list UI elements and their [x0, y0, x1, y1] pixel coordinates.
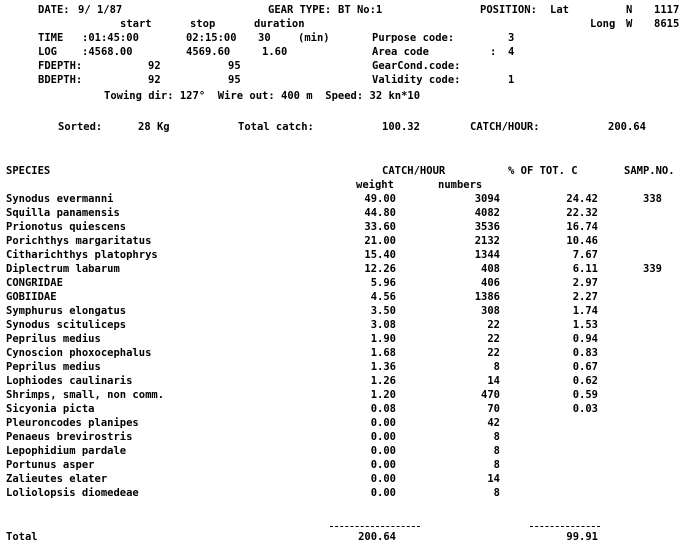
catch-numbers: 1386 [474, 291, 500, 303]
area-separator: : [490, 46, 497, 58]
catch-weight: 44.80 [364, 207, 396, 219]
percent-of-total: 0.67 [572, 361, 598, 373]
catch-numbers: 8 [493, 431, 500, 443]
catch-weight: 0.00 [370, 417, 396, 429]
fdepth-label: FDEPTH: [38, 60, 83, 72]
species-name: Zalieutes elater [6, 473, 108, 485]
sample-number: 339 [643, 263, 662, 275]
sample-number-column-header: SAMP.NO. [624, 165, 675, 177]
fdepth-stop: 95 [228, 60, 241, 72]
catch-hour-label: CATCH/HOUR: [470, 121, 540, 133]
log-start: :4568.00 [82, 46, 133, 58]
catch-hour-column-header: CATCH/HOUR [382, 165, 446, 177]
catch-numbers: 408 [481, 263, 500, 275]
total-catch-value: 100.32 [382, 121, 420, 133]
lat-label: Lat [550, 4, 569, 16]
time-label: TIME [38, 32, 64, 44]
catch-weight: 1.68 [370, 347, 396, 359]
catch-numbers: 14 [487, 375, 500, 387]
percent-of-total: 16.74 [566, 221, 598, 233]
total-pct: 99.91 [566, 531, 598, 543]
species-name: Synodus scituliceps [6, 319, 127, 331]
species-name: Sicyonia picta [6, 403, 95, 415]
catch-numbers: 70 [487, 403, 500, 415]
total-label: Total [6, 531, 38, 543]
percent-of-total: 0.03 [572, 403, 598, 415]
catch-weight: 49.00 [364, 193, 396, 205]
percent-of-total: 1.53 [572, 319, 598, 331]
catch-numbers: 308 [481, 305, 500, 317]
towing-line: Towing dir: 127° Wire out: 400 m Speed: 32 kn*10 [104, 90, 421, 102]
position-label: POSITION: [480, 4, 537, 16]
species-column-header: SPECIES [6, 165, 51, 177]
catch-numbers: 3536 [474, 221, 500, 233]
percent-of-total: 1.74 [572, 305, 598, 317]
species-name: Cynoscion phoxocephalus [6, 347, 152, 359]
catch-weight: 3.50 [370, 305, 396, 317]
species-name: GOBIIDAE [6, 291, 57, 303]
catch-weight: 1.26 [370, 375, 396, 387]
species-name: Prionotus quiescens [6, 221, 127, 233]
sample-number: 338 [643, 193, 662, 205]
catch-weight: 3.08 [370, 319, 396, 331]
species-name: Lepophidium pardale [6, 445, 127, 457]
catch-numbers: 22 [487, 319, 500, 331]
validity-value: 1 [508, 74, 515, 86]
bdepth-stop: 95 [228, 74, 241, 86]
catch-weight: 0.00 [370, 459, 396, 471]
fdepth-start: 92 [148, 60, 161, 72]
catch-weight: 0.00 [370, 473, 396, 485]
species-name: Pleuroncodes planipes [6, 417, 139, 429]
species-name: Penaeus brevirostris [6, 431, 133, 443]
catch-weight: 33.60 [364, 221, 396, 233]
catch-weight: 0.00 [370, 431, 396, 443]
species-name: Synodus evermanni [6, 193, 114, 205]
species-name: Loliolopsis diomedeae [6, 487, 139, 499]
weight-total-divider [330, 526, 420, 527]
pct-total-column-header: % OF TOT. C [508, 165, 578, 177]
long-label: Long [590, 18, 616, 30]
log-duration: 1.60 [262, 46, 288, 58]
catch-weight: 21.00 [364, 235, 396, 247]
long-value: 8615 [654, 18, 680, 30]
total-weight: 200.64 [358, 531, 396, 543]
percent-of-total: 0.83 [572, 347, 598, 359]
species-name: Squilla panamensis [6, 207, 120, 219]
catch-numbers: 3094 [474, 193, 500, 205]
catch-numbers: 22 [487, 333, 500, 345]
catch-hour-value: 200.64 [608, 121, 646, 133]
lat-value: 1117 [654, 4, 680, 16]
species-name: Porichthys margaritatus [6, 235, 152, 247]
time-start: :01:45:00 [82, 32, 139, 44]
catch-numbers: 8 [493, 361, 500, 373]
date-label: DATE: [38, 4, 70, 16]
percent-of-total: 24.42 [566, 193, 598, 205]
purpose-label: Purpose code: [372, 32, 455, 44]
log-label: LOG [38, 46, 57, 58]
species-name: Symphurus elongatus [6, 305, 127, 317]
species-name: Peprilus medius [6, 361, 101, 373]
catch-weight: 1.90 [370, 333, 396, 345]
catch-weight: 0.00 [370, 445, 396, 457]
bdepth-label: BDEPTH: [38, 74, 83, 86]
catch-numbers: 14 [487, 473, 500, 485]
catch-numbers: 8 [493, 487, 500, 499]
catch-numbers: 22 [487, 347, 500, 359]
time-duration: 30 [258, 32, 271, 44]
pct-total-divider [530, 526, 600, 527]
area-label: Area code [372, 46, 429, 58]
percent-of-total: 6.11 [572, 263, 598, 275]
lat-dir: N [626, 4, 633, 16]
col-duration-label: duration [254, 18, 305, 30]
bdepth-start: 92 [148, 74, 161, 86]
percent-of-total: 10.46 [566, 235, 598, 247]
percent-of-total: 7.67 [572, 249, 598, 261]
species-name: Lophiodes caulinaris [6, 375, 133, 387]
catch-weight: 0.00 [370, 487, 396, 499]
species-name: Citharichthys platophrys [6, 249, 158, 261]
percent-of-total: 22.32 [566, 207, 598, 219]
long-dir: W [626, 18, 633, 30]
percent-of-total: 2.27 [572, 291, 598, 303]
catch-weight: 1.20 [370, 389, 396, 401]
species-name: Shrimps, small, non comm. [6, 389, 165, 401]
catch-numbers: 42 [487, 417, 500, 429]
col-stop-label: stop [190, 18, 216, 30]
sorted-label: Sorted: [58, 121, 103, 133]
sorted-value: 28 Kg [138, 121, 170, 133]
percent-of-total: 0.94 [572, 333, 598, 345]
catch-numbers: 406 [481, 277, 500, 289]
catch-numbers: 2132 [474, 235, 500, 247]
col-start-label: start [120, 18, 152, 30]
species-name: Peprilus medius [6, 333, 101, 345]
percent-of-total: 0.59 [572, 389, 598, 401]
date-value: 9/ 1/87 [78, 4, 123, 16]
validity-label: Validity code: [372, 74, 461, 86]
catch-numbers: 470 [481, 389, 500, 401]
area-value: 4 [508, 46, 515, 58]
catch-weight: 1.36 [370, 361, 396, 373]
log-stop: 4569.60 [186, 46, 231, 58]
catch-numbers: 1344 [474, 249, 500, 261]
total-catch-label: Total catch: [238, 121, 314, 133]
catch-weight: 12.26 [364, 263, 396, 275]
percent-of-total: 2.97 [572, 277, 598, 289]
time-unit: (min) [298, 32, 330, 44]
gear-type-value: BT No:1 [338, 4, 383, 16]
gear-type-label: GEAR TYPE: [268, 4, 332, 16]
catch-numbers: 4082 [474, 207, 500, 219]
percent-of-total: 0.62 [572, 375, 598, 387]
species-name: Portunus asper [6, 459, 95, 471]
catch-weight: 4.56 [370, 291, 396, 303]
catch-numbers: 8 [493, 459, 500, 471]
catch-weight: 15.40 [364, 249, 396, 261]
weight-subheader: weight [356, 179, 394, 191]
catch-numbers: 8 [493, 445, 500, 457]
species-name: Diplectrum labarum [6, 263, 120, 275]
species-name: CONGRIDAE [6, 277, 63, 289]
time-stop: 02:15:00 [186, 32, 237, 44]
numbers-subheader: numbers [438, 179, 483, 191]
catch-weight: 0.08 [370, 403, 396, 415]
gearcond-label: GearCond.code: [372, 60, 461, 72]
purpose-value: 3 [508, 32, 515, 44]
catch-weight: 5.96 [370, 277, 396, 289]
